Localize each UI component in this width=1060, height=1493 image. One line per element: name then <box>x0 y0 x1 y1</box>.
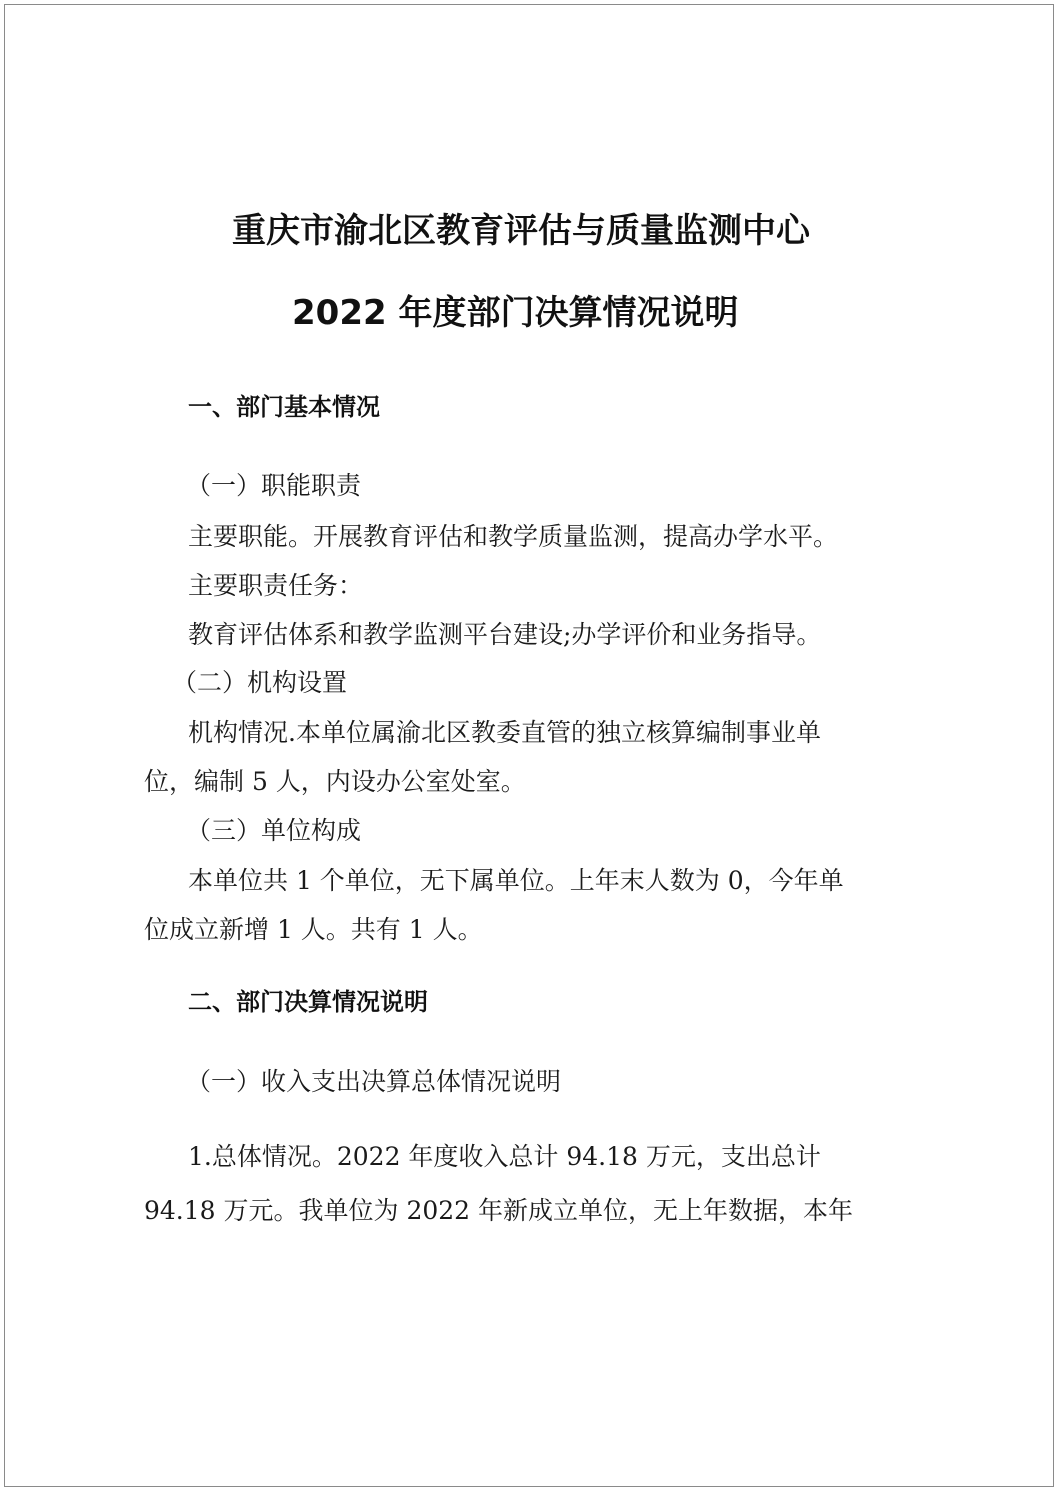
section-1-sub-1-heading: （一）职能职责 <box>186 471 362 500</box>
section-1-sub-3-heading: （三）单位构成 <box>186 816 362 845</box>
paragraph-line: 位成立新增 1 人。共有 1 人。 <box>144 915 483 944</box>
paragraph-line: 1.总体情况。2022 年度收入总计 94.18 万元，支出总计 <box>188 1142 821 1171</box>
document-title-line-1: 重庆市渝北区教育评估与质量监测中心 <box>232 211 810 251</box>
paragraph-line: 94.18 万元。我单位为 2022 年新成立单位，无上年数据，本年 <box>144 1196 854 1225</box>
paragraph-line: 本单位共 1 个单位，无下属单位。上年末人数为 0，今年单 <box>188 866 844 895</box>
section-2-sub-1-heading: （一）收入支出决算总体情况说明 <box>186 1067 562 1096</box>
section-2-heading: 二、部门决算情况说明 <box>188 988 428 1016</box>
section-1-heading: 一、部门基本情况 <box>188 393 380 421</box>
paragraph-line: 主要职责任务： <box>188 571 364 600</box>
paragraph-line: 主要职能。开展教育评估和教学质量监测，提高办学水平。 <box>188 522 839 551</box>
paragraph-line: 位，编制 5 人，内设办公室处室。 <box>144 767 526 796</box>
section-1-sub-2-heading: （二）机构设置 <box>172 668 348 697</box>
document-title-line-2: 2022 年度部门决算情况说明 <box>292 293 739 333</box>
paragraph-line: 机构情况.本单位属渝北区教委直管的独立核算编制事业单 <box>188 718 821 747</box>
paragraph-line: 教育评估体系和教学监测平台建设;办学评价和业务指导。 <box>188 620 822 649</box>
